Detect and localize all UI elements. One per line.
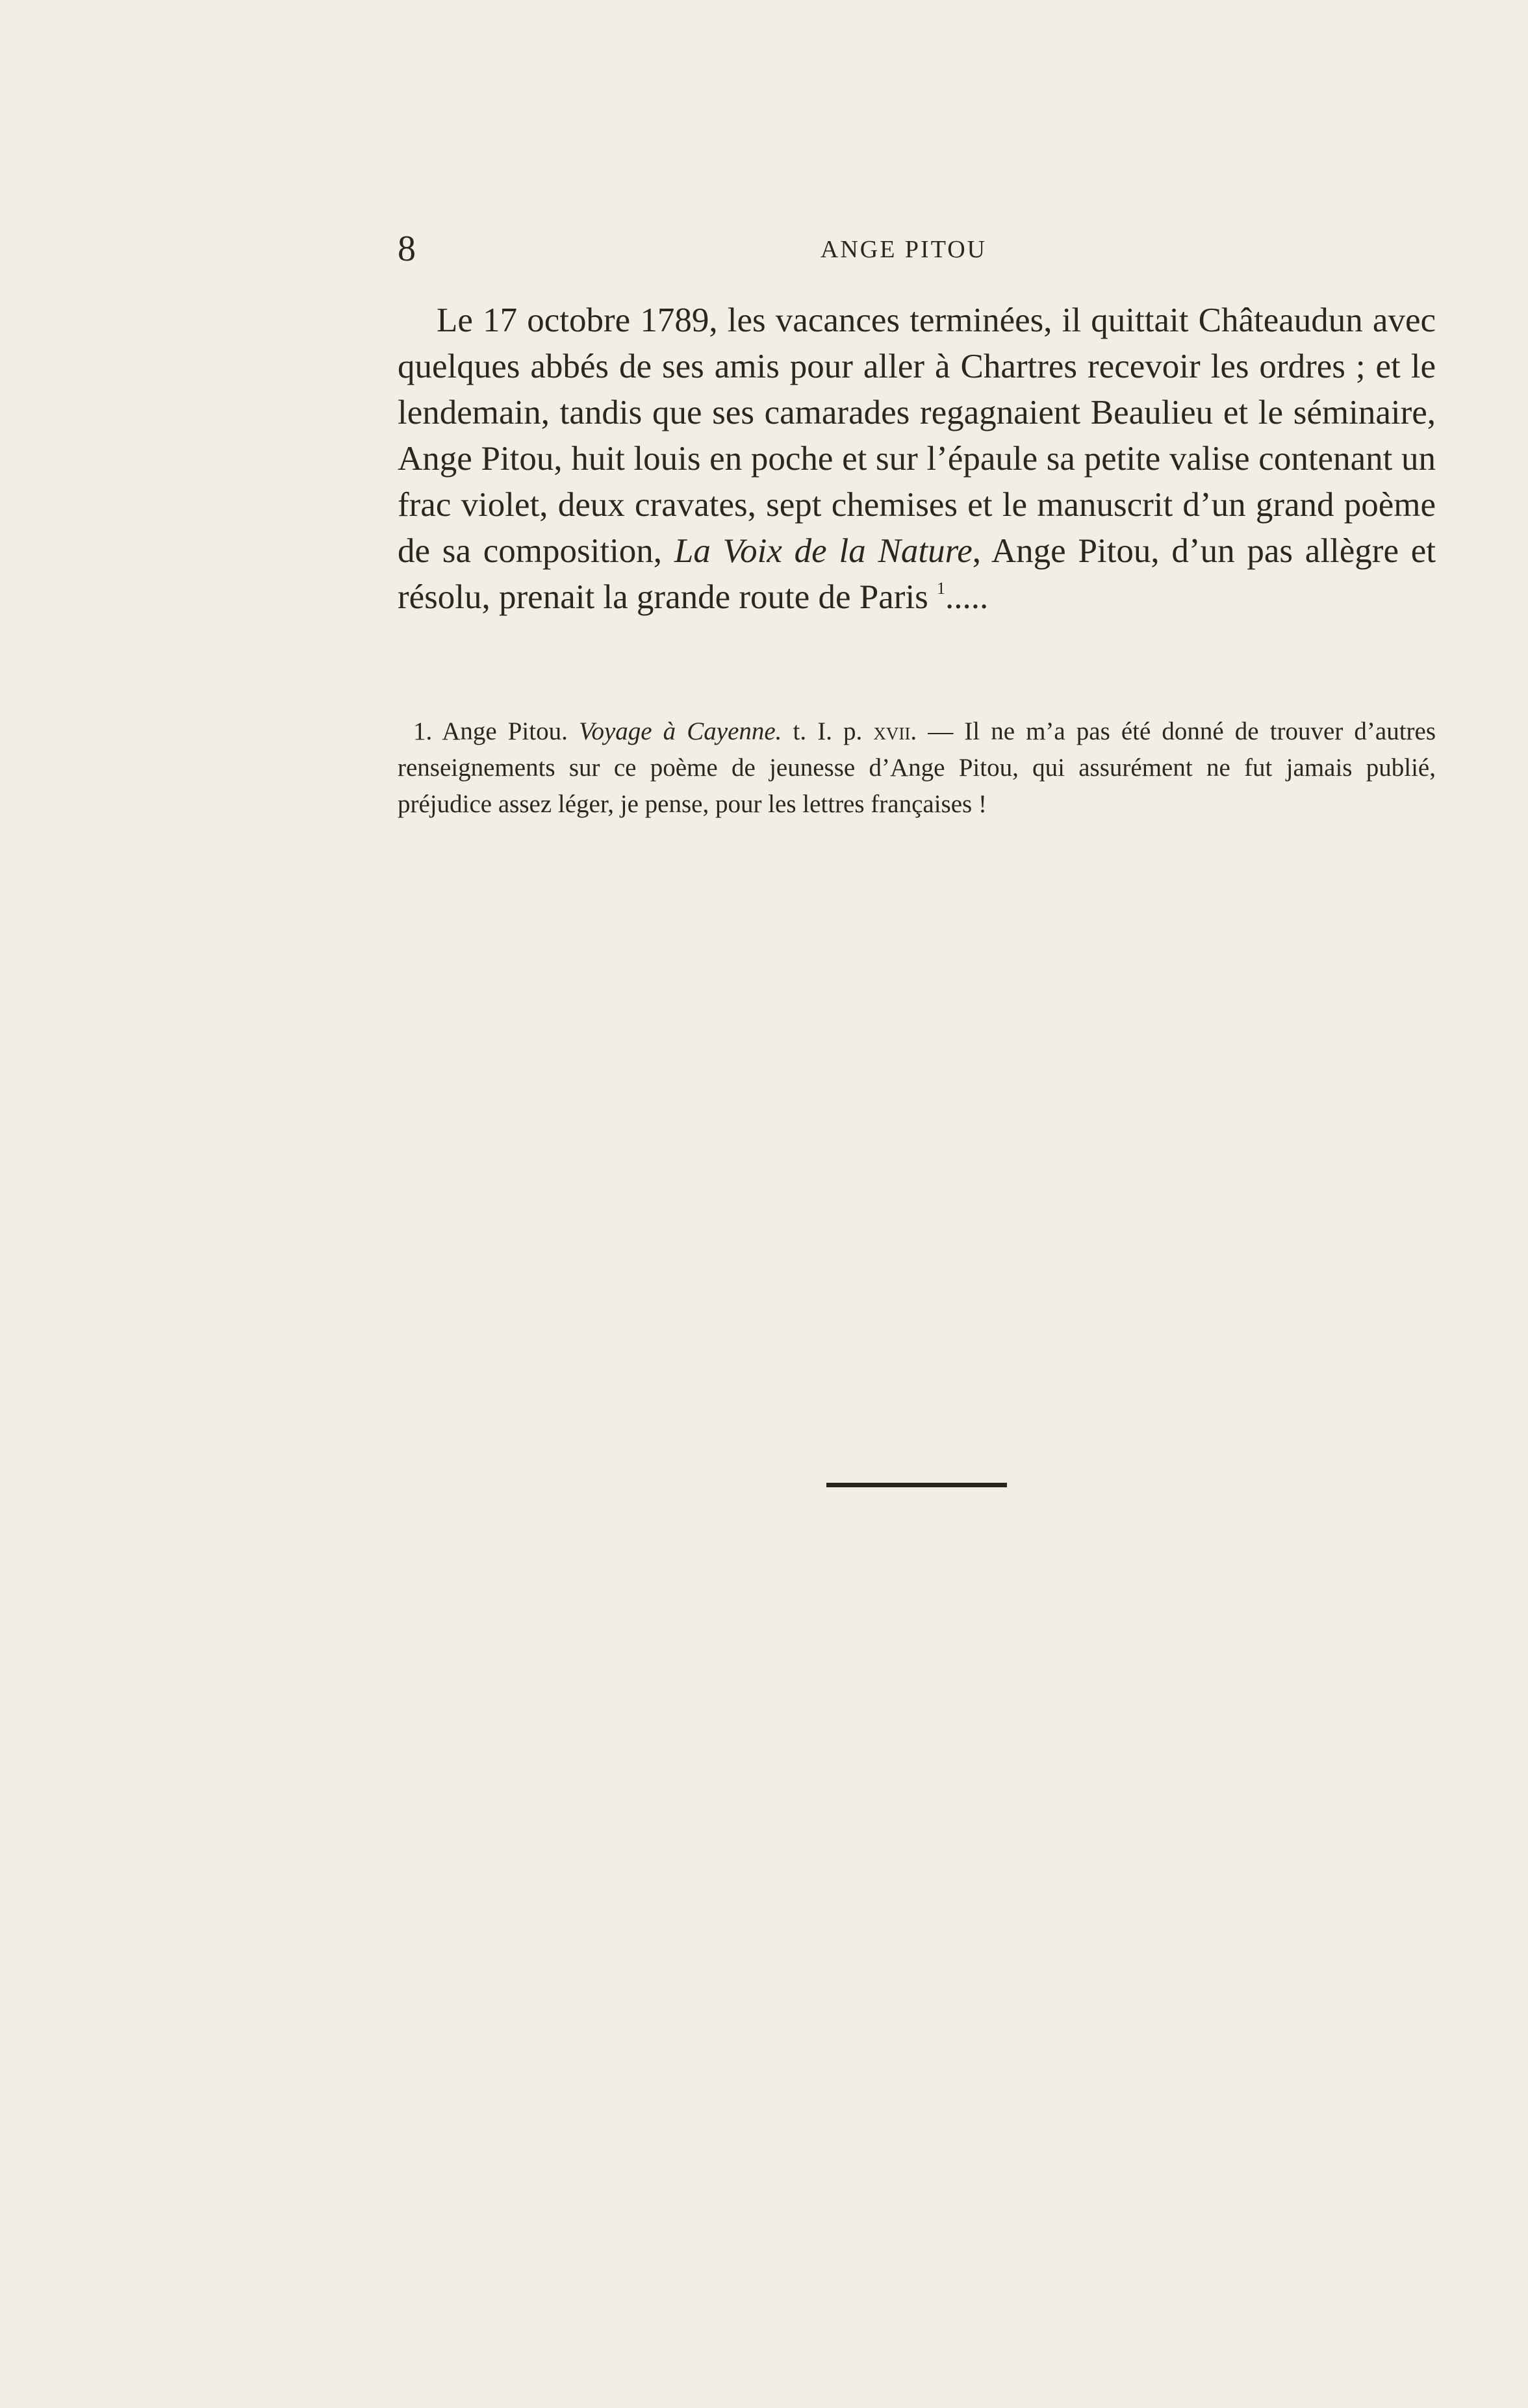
footnote-ref-page: xvii — [873, 717, 911, 745]
page-header — [398, 226, 1436, 272]
paragraph-text-middle: , Ange Pitou, d’un pas allègre et résolu, prenait la grande route de Paris — [398, 532, 1436, 616]
main-paragraph — [398, 298, 1436, 621]
footnote-reference[interactable]: 1 — [937, 579, 946, 598]
page-number: 8 — [398, 229, 416, 269]
footnote-author: Ange Pitou. — [442, 717, 568, 745]
footnote-book-title: Voyage à Cayenne. — [578, 717, 782, 745]
running-title: ANGE PITOU — [820, 236, 987, 263]
footnote-body: — Il ne m’a pas été donné de trouver d’autres renseignements sur ce poème de jeunesse d’Ange Pitou, qui assurément ne fut jamais publié, préjudice assez léger, je pense, pour les lettres françaises ! — [398, 717, 1436, 818]
footnote-marker: 1. — [413, 717, 433, 745]
footnote-ref-prefix: t. I. p. — [793, 717, 863, 745]
poem-title: La Voix de la Nature — [674, 532, 973, 570]
end-rule-divider — [826, 1483, 1007, 1487]
paragraph-text-start: Le 17 octobre 1789, les vacances terminées, il quittait Châteaudun avec quelques abbés de ses amis pour aller à Chartres recevoir les ordres ; et le lendemain, tandis que ses camarades regagnaient Beaulieu et le séminaire, Ange Pitou, huit louis en poche et sur l’épaule sa petite valise contenant un frac violet, deux cravates, sept chemises et le manuscrit d’un grand poème de sa composition, — [398, 301, 1436, 570]
paragraph-text-end: ..... — [945, 578, 989, 616]
footnote — [398, 713, 1436, 823]
footnote-ref-suffix: . — [910, 717, 917, 745]
